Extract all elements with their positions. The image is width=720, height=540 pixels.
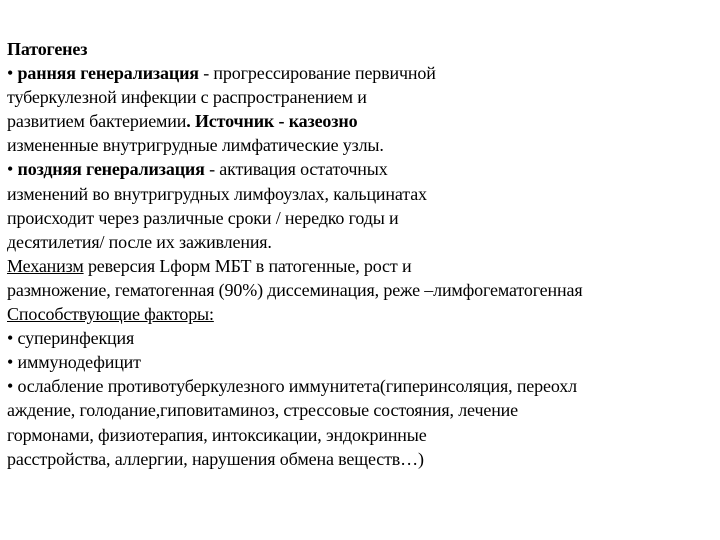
bullet: • (7, 63, 18, 84)
early-generalization-line-4: измененные внутригрудные лимфатические узлы. (7, 135, 384, 156)
factor-immunity-weakening-line-1: • ослабление противотуберкулезного иммунитета(гиперинсоляция, переохл (7, 376, 577, 397)
mechanism-line-2: размножение, гематогенная (90%) диссеминация, реже –лимфогематогенная (7, 279, 583, 300)
late-generalization-line-1: • поздняя генерализация - активация остаточных (7, 159, 388, 180)
heading-pathogenesis: Патогенез (7, 39, 88, 59)
factor-immunity-weakening-line-3: гормонами, физиотерапия, интоксикации, эндокринные (7, 424, 427, 445)
factor-superinfection: • суперинфекция (7, 328, 135, 349)
mechanism-label: Механизм (7, 255, 84, 276)
late-generalization-line-4: десятилетия/ после их заживления. (7, 231, 272, 252)
pathogenesis-text (7, 37, 719, 471)
factor-immunity-weakening-line-2: аждение, голодание,гиповитаминоз, стрессовые состояния, лечение (7, 400, 518, 421)
bullet: • (7, 159, 18, 180)
factor-immunodeficiency: • иммунодефицит (7, 352, 141, 373)
early-generalization-term: ранняя генерализация (17, 63, 199, 84)
factors-heading: Способствующие факторы: (7, 304, 214, 325)
early-generalization-line-2: туберкулезной инфекции с распространением и (7, 87, 367, 108)
early-generalization-line-3: развитием бактериемии. Источник - казеозно (7, 111, 358, 132)
mechanism-line-1: Механизм реверсия Lформ МБТ в патогенные, рост и (7, 255, 412, 276)
late-generalization-line-3: происходит через различные сроки / нередко годы и (7, 207, 399, 228)
early-generalization-line-1: • ранняя генерализация - прогрессирование первичной (7, 63, 436, 84)
factor-immunity-weakening-line-4: расстройства, аллергии, нарушения обмена веществ…) (7, 448, 424, 469)
late-generalization-term: поздняя генерализация (17, 159, 205, 180)
late-generalization-line-2: изменений во внутригрудных лимфоузлах, кальцинатах (7, 183, 427, 204)
